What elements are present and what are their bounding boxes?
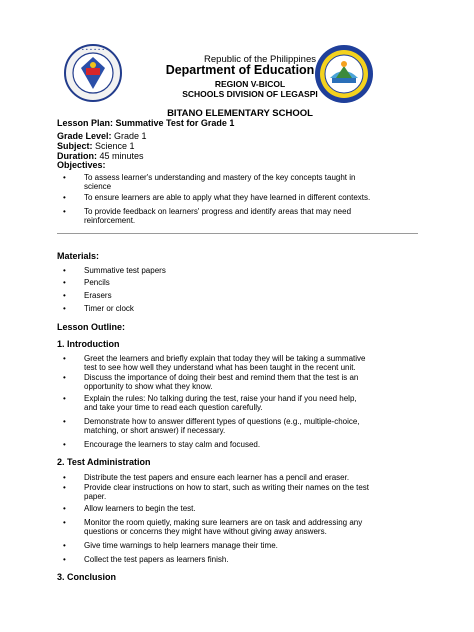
bullet: • [63,207,66,216]
administration-item: Provide clear instructions on how to start, such as writing their names on the test paper. [84,483,370,502]
bullet: • [63,373,66,382]
division-text: SCHOOLS DIVISION OF LEGASPI [182,89,318,99]
introduction-item: Demonstrate how to answer different types of questions (e.g., multiple-choice, matching, or short answer) if necessary. [84,417,360,436]
administration-item: Monitor the room quietly, making sure learners are on task and addressing any questions or concerns they might have without giving away answers. [84,518,363,537]
subject-label: Subject: [57,141,93,151]
test-administration-heading: 2. Test Administration [57,457,151,467]
objective-item: To assess learner's understanding and mastery of the key concepts taught in science [84,173,356,192]
objective-item: To ensure learners are able to apply what they have learned in different contexts. [84,193,371,202]
administration-item: Collect the test papers as learners finish. [84,555,229,564]
grade-level-row [57,131,147,142]
introduction-heading: 1. Introduction [57,339,120,349]
material-item: Pencils [84,278,110,287]
material-item: Timer or clock [84,304,134,313]
school-name: BITANO ELEMENTARY SCHOOL [167,108,313,119]
bullet: • [63,193,66,202]
introduction-item: Explain the rules: No talking during the test, raise your hand if you need help, and take your time to read each question carefully. [84,394,357,413]
objectives-heading: Objectives: [57,160,106,170]
bullet: • [63,541,66,550]
deped-seal-icon [64,44,122,102]
grade-level-label: Grade Level: [57,131,112,141]
section-divider [57,233,418,234]
administration-item: Allow learners to begin the test. [84,504,196,513]
bullet: • [63,504,66,513]
subject-row [57,141,135,152]
duration-value: 45 minutes [99,151,144,161]
duration-label: Duration: [57,151,97,161]
material-item: Summative test papers [84,266,166,275]
bullet: • [63,440,66,449]
objective-item: To provide feedback on learners' progress and identify areas that may need reinforcement. [84,207,352,226]
bullet: • [63,473,66,482]
bullet: • [63,518,66,527]
department-title: Department of Education [165,63,315,77]
bullet: • [63,291,66,300]
grade-level-value: Grade 1 [114,131,147,141]
bullet: • [63,266,66,275]
bullet: • [63,173,66,182]
lesson-plan-title: Lesson Plan: Summative Test for Grade 1 [57,118,235,128]
materials-heading: Materials: [57,251,100,261]
bullet: • [63,304,66,313]
introduction-item: Greet the learners and briefly explain that today they will be taking a summative test to see how well they understand what has been taught in the recent unit. [84,354,366,373]
bullet: • [63,417,66,426]
bullet: • [63,354,66,363]
bullet: • [63,555,66,564]
bullet: • [63,278,66,287]
lesson-outline-heading: Lesson Outline: [57,322,126,332]
administration-item: Give time warnings to help learners manage their time. [84,541,278,550]
subject-value: Science 1 [95,141,135,151]
republic-text: Republic of the Philippines [204,54,316,65]
introduction-item: Discuss the importance of doing their best and remind them that the test is an opportunity to show what they know. [84,373,359,392]
bullet: • [63,483,66,492]
introduction-item: Encourage the learners to stay calm and focused. [84,440,261,449]
material-item: Erasers [84,291,112,300]
bullet: • [63,394,66,403]
conclusion-heading: 3. Conclusion [57,572,117,582]
administration-item: Distribute the test papers and ensure each learner has a pencil and eraser. [84,473,350,482]
division-seal-icon [314,44,374,104]
region-text: REGION V-BICOL [214,79,286,89]
svg-text:• • • • • • • •: • • • • • • • • [77,48,109,53]
